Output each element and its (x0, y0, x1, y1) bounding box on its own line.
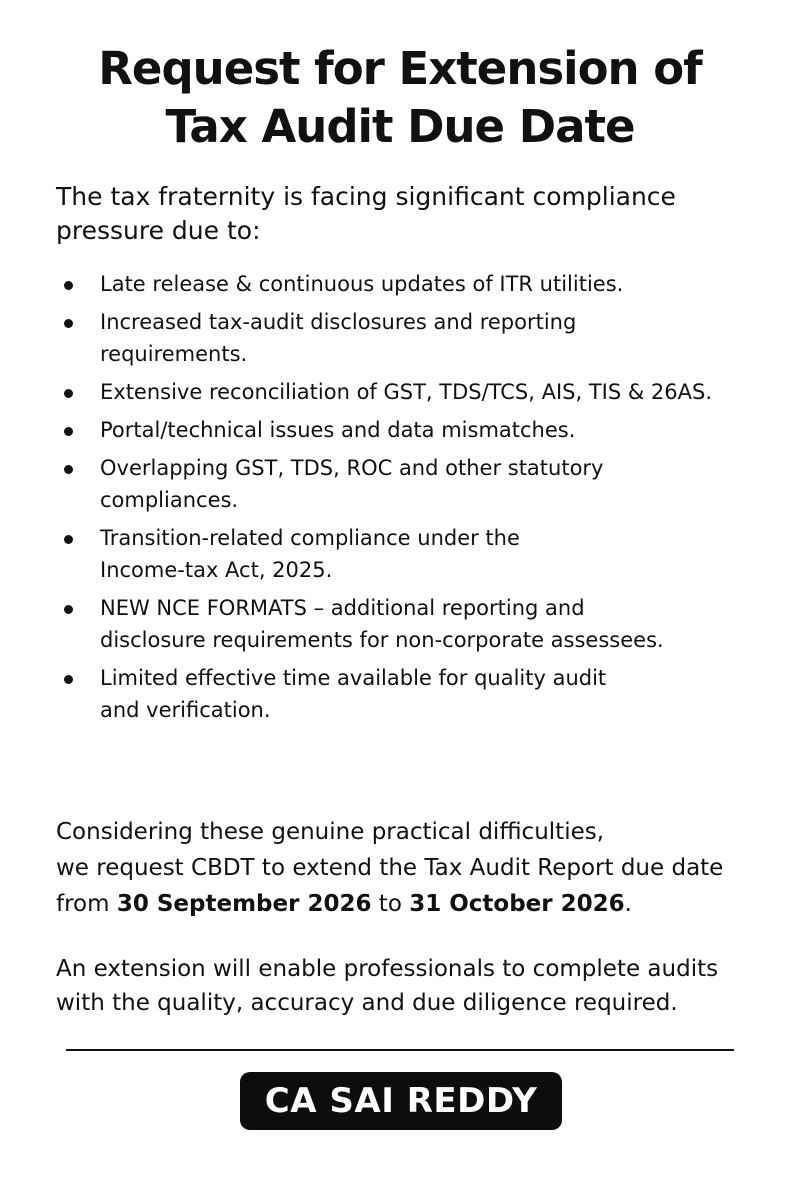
difficulties-list (56, 268, 776, 732)
signature-divider (66, 1049, 734, 1051)
title-line-1: Request for Extension of (98, 42, 702, 95)
list-item (56, 662, 776, 726)
request-paragraph (56, 814, 776, 922)
list-item (56, 414, 776, 446)
list-item (56, 306, 776, 370)
list-item-line-1: NEW NCE FORMATS – additional reporting and (100, 596, 585, 620)
request-to-word: to (371, 891, 410, 917)
list-item (56, 452, 776, 516)
request-from-prefix: from (56, 891, 117, 917)
bullet-dot-icon (64, 675, 73, 684)
request-to-date: 31 October 2026 (409, 891, 625, 917)
request-suffix: . (624, 891, 632, 917)
intro-line-1: The tax fraternity is facing significant compliance (56, 182, 676, 211)
request-line-2: we request CBDT to extend the Tax Audit Report due date (56, 855, 724, 881)
signature-name: CA SAI REDDY (264, 1081, 538, 1121)
list-item (56, 376, 776, 408)
bullet-dot-icon (64, 427, 73, 436)
list-item (56, 268, 776, 300)
list-item-line-2: compliances. (100, 488, 239, 512)
list-item-line-1: Late release & continuous updates of ITR utilities. (100, 272, 624, 296)
list-item-line-2: and verification. (100, 698, 271, 722)
signature-badge (240, 1072, 562, 1130)
title-line-2: Tax Audit Due Date (165, 100, 635, 153)
bullet-dot-icon (64, 465, 73, 474)
bullet-dot-icon (64, 319, 73, 328)
bullet-dot-icon (64, 535, 73, 544)
list-item (56, 592, 776, 656)
bullet-dot-icon (64, 389, 73, 398)
list-item-line-1: Transition-related compliance under the (100, 526, 520, 550)
request-from-date: 30 September 2026 (116, 891, 372, 917)
bullet-dot-icon (64, 281, 73, 290)
list-item-line-2: requirements. (100, 342, 248, 366)
intro-paragraph (56, 180, 756, 248)
list-item-line-1: Extensive reconciliation of GST, TDS/TCS, AIS, TIS & 26AS. (100, 380, 713, 404)
bullet-dot-icon (64, 605, 73, 614)
request-line-1: Considering these genuine practical difficulties, (56, 819, 605, 845)
closing-paragraph (56, 952, 776, 1020)
list-item-line-1: Overlapping GST, TDS, ROC and other statutory (100, 456, 604, 480)
list-item-line-1: Portal/technical issues and data mismatches. (100, 418, 576, 442)
list-item-line-1: Increased tax-audit disclosures and reporting (100, 310, 577, 334)
closing-line-1: An extension will enable professionals to complete audits (56, 956, 719, 982)
list-item-line-1: Limited effective time available for quality audit (100, 666, 607, 690)
list-item (56, 522, 776, 586)
list-item-line-2: Income-tax Act, 2025. (100, 558, 333, 582)
list-item-line-2: disclosure requirements for non-corporate assessees. (100, 628, 664, 652)
closing-line-2: with the quality, accuracy and due diligence required. (56, 990, 678, 1016)
intro-line-2: pressure due to: (56, 216, 261, 245)
request-line-3 (56, 886, 776, 922)
page-title (0, 40, 800, 156)
